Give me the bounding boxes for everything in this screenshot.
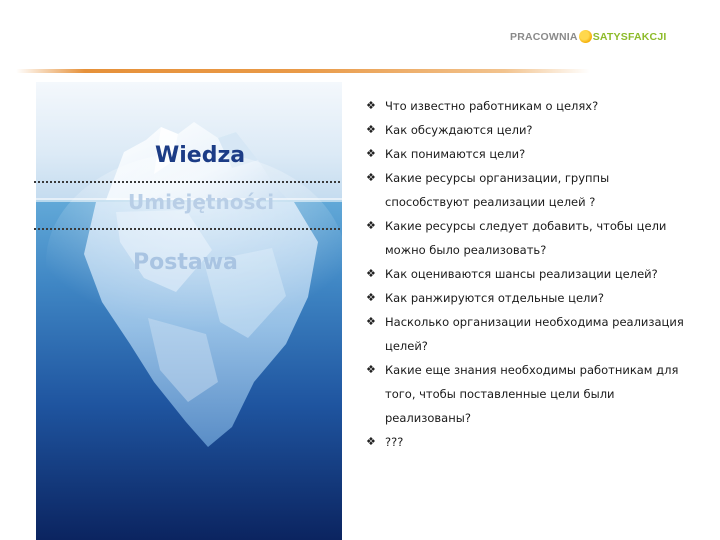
list-item: [366, 166, 696, 214]
diamond-bullet-icon: ❖: [366, 147, 376, 160]
label-postawa: Postawa: [133, 250, 238, 275]
list-item: [366, 94, 696, 118]
diamond-bullet-icon: ❖: [366, 171, 376, 184]
diamond-bullet-icon: ❖: [366, 99, 376, 112]
list-item: [366, 310, 696, 358]
list-item-text: Что известно работникам о целях?: [385, 99, 599, 113]
logo-word-pracownia: PRACOWNIA: [510, 30, 578, 43]
label-wiedza: Wiedza: [155, 143, 246, 168]
label-umiejetnosci: Umiejętności: [128, 190, 275, 214]
list-item-text: Как оцениваются шансы реализации целей?: [385, 267, 658, 281]
list-item: [366, 262, 696, 286]
list-item: [366, 358, 696, 430]
diamond-bullet-icon: ❖: [366, 123, 376, 136]
list-item: [366, 430, 696, 454]
logo-word-satysfakcji: SATYSFAKCJI: [592, 30, 667, 43]
dotted-boundary-lower: [34, 228, 340, 230]
list-item-text: ???: [385, 435, 404, 449]
question-list: [366, 94, 696, 454]
diamond-bullet-icon: ❖: [366, 363, 376, 376]
list-item-text: Какие ресурсы следует добавить, чтобы цели можно было реализовать?: [385, 219, 667, 257]
list-item-text: Насколько организации необходима реализация целей?: [385, 315, 684, 353]
list-item-text: Как понимаются цели?: [385, 147, 526, 161]
list-item: [366, 118, 696, 142]
list-item-text: Какие ресурсы организации, группы способствуют реализации целей ?: [385, 171, 610, 209]
pracownia-satysfakcji-logo: [510, 30, 667, 43]
list-item: [366, 286, 696, 310]
list-item: [366, 214, 696, 262]
diamond-bullet-icon: ❖: [366, 435, 376, 448]
diamond-bullet-icon: ❖: [366, 219, 376, 232]
list-item-text: Как обсуждаются цели?: [385, 123, 533, 137]
header-divider: [16, 69, 590, 73]
dotted-boundary-upper: [34, 181, 340, 183]
diamond-bullet-icon: ❖: [366, 315, 376, 328]
list-item-text: Как ранжируются отдельные цели?: [385, 291, 604, 305]
diamond-bullet-icon: ❖: [366, 291, 376, 304]
list-item-text: Какие еще знания необходимы работникам для того, чтобы поставленные цели были реализованы?: [385, 363, 679, 425]
diamond-bullet-icon: ❖: [366, 267, 376, 280]
list-item: [366, 142, 696, 166]
logo-sun-icon: [579, 30, 592, 43]
